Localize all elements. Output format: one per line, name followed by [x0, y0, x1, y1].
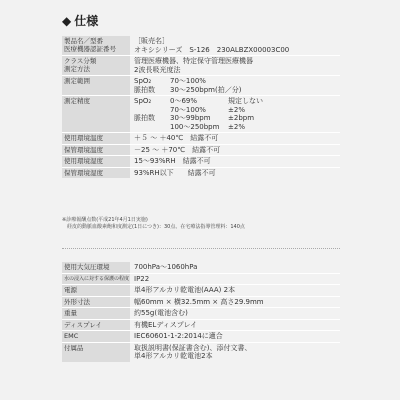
range: 100～250bpm — [170, 122, 220, 131]
footnote: 経皮的動脈血酸素飽和度測定(1日につき)：30点、在宅療法指導管理料：140点 — [62, 224, 245, 230]
tolerance: ±2bpm — [228, 114, 255, 122]
spec-value: IEC60601-1-2:2014に適合 — [130, 331, 340, 342]
spec-value — [130, 96, 340, 132]
spec-key: ディスプレイ — [62, 320, 130, 331]
accuracy-line — [134, 114, 336, 123]
param — [134, 106, 170, 115]
spec-key: EMC — [62, 331, 130, 342]
spec-key: 重量 — [62, 308, 130, 319]
spec-row-accuracy — [62, 95, 340, 132]
spec-key: 使用環境湿度 — [62, 156, 130, 167]
spec-title-text: 仕様 — [74, 14, 99, 28]
accuracy-line — [134, 123, 336, 132]
spec-key: 外形寸法 — [62, 297, 130, 308]
spec-value: 約55g(電池含む) — [130, 308, 340, 319]
spec-row-range — [62, 75, 340, 95]
spec-key: 水の浸入に対する保護の程度 — [62, 274, 130, 285]
spec-row-st-hum — [62, 167, 340, 179]
footnotes — [62, 217, 340, 231]
key-line: クラス分類 — [64, 57, 97, 65]
spec-row — [62, 319, 340, 331]
spec-row-st-temp — [62, 144, 340, 156]
param: 脈拍数 — [134, 85, 155, 94]
spec-value — [130, 76, 340, 95]
spec-row-name — [62, 36, 340, 55]
spec-row — [62, 273, 340, 285]
spec-key — [62, 56, 130, 75]
spec-value: 幅60mm × 横32.5mm × 高さ29.9mm — [130, 297, 340, 308]
tolerance: ±2% — [228, 122, 245, 131]
spec-row — [62, 296, 340, 308]
accuracy-line — [134, 106, 336, 115]
spec-row — [62, 284, 340, 296]
value-line: 単4形アルカリ乾電池2本 — [134, 352, 213, 360]
spec-title — [62, 12, 98, 29]
spec-value: IP22 — [130, 274, 340, 285]
spec-value — [130, 56, 340, 75]
spec-value: 有機ELディスプレイ — [130, 320, 340, 331]
key-line: 測定方法 — [64, 65, 90, 73]
spec-value: 単4形アルカリ乾電池(AAA) 2本 — [130, 285, 340, 296]
range: 70～100% — [170, 77, 206, 85]
range: 30～99bpm — [170, 114, 211, 122]
spec-key: 保管環境温度 — [62, 145, 130, 156]
diamond-icon: ◆ — [62, 14, 72, 28]
spec-value: －25 ～ ＋70℃ 結露不可 — [130, 145, 340, 156]
spec-key: 使用大気圧環境 — [62, 262, 130, 273]
range-line — [134, 77, 336, 86]
tolerance: 規定しない — [228, 97, 263, 105]
param: SpO₂ — [134, 97, 152, 105]
spec-key: 付属品 — [62, 343, 130, 362]
value-line: オキシシリーズ S-126 230ALBZX00003C00 — [134, 45, 290, 54]
spec-row-op-temp — [62, 132, 340, 144]
spec-key: 使用環境温度 — [62, 133, 130, 144]
spec-value: 700hPa～1060hPa — [130, 262, 340, 273]
range: 0～69% — [170, 97, 198, 105]
spec-value: 93%RH以下 結露不可 — [130, 168, 340, 179]
spec-key: 電源 — [62, 285, 130, 296]
value-line: 2波長吸光度法 — [134, 65, 181, 74]
param: 脈拍数 — [134, 114, 155, 122]
spec-value: ＋５ ～ ＋40℃ 結露不可 — [130, 133, 340, 144]
param — [134, 123, 170, 132]
value-line: 管理医療機器、特定保守管理医療機器 — [134, 57, 253, 65]
value-line: ［販売名］ — [134, 37, 169, 45]
key-line: 医療機器認証番号 — [64, 45, 116, 53]
param: SpO₂ — [134, 77, 152, 85]
value-line: 取扱説明書(保証書含む)、添付文書、 — [134, 343, 252, 352]
spec-row — [62, 342, 340, 362]
spec-row-op-hum — [62, 155, 340, 167]
spec-row — [62, 262, 340, 273]
range-line — [134, 86, 336, 95]
range: 30～250bpm(拍／分) — [170, 85, 242, 94]
accuracy-line — [134, 97, 336, 106]
spec-table-physical — [62, 262, 340, 362]
spec-key: 保管環境湿度 — [62, 168, 130, 179]
spec-key: 測定範囲 — [62, 76, 130, 95]
range: 70～100% — [170, 105, 206, 114]
spec-value — [130, 36, 340, 55]
tolerance: ±2% — [228, 105, 245, 114]
spec-row-class — [62, 55, 340, 75]
spec-key — [62, 36, 130, 55]
footnote: ※診療報酬点数(平成21年4月1日実施) — [62, 217, 148, 223]
spec-value: 15～93%RH 結露不可 — [130, 156, 340, 167]
key-line: 製品名／型番 — [64, 37, 103, 45]
section-divider — [62, 248, 340, 249]
spec-value — [130, 343, 340, 362]
spec-key: 測定精度 — [62, 96, 130, 132]
spec-row — [62, 307, 340, 319]
spec-table-main — [62, 36, 340, 178]
spec-row — [62, 330, 340, 342]
